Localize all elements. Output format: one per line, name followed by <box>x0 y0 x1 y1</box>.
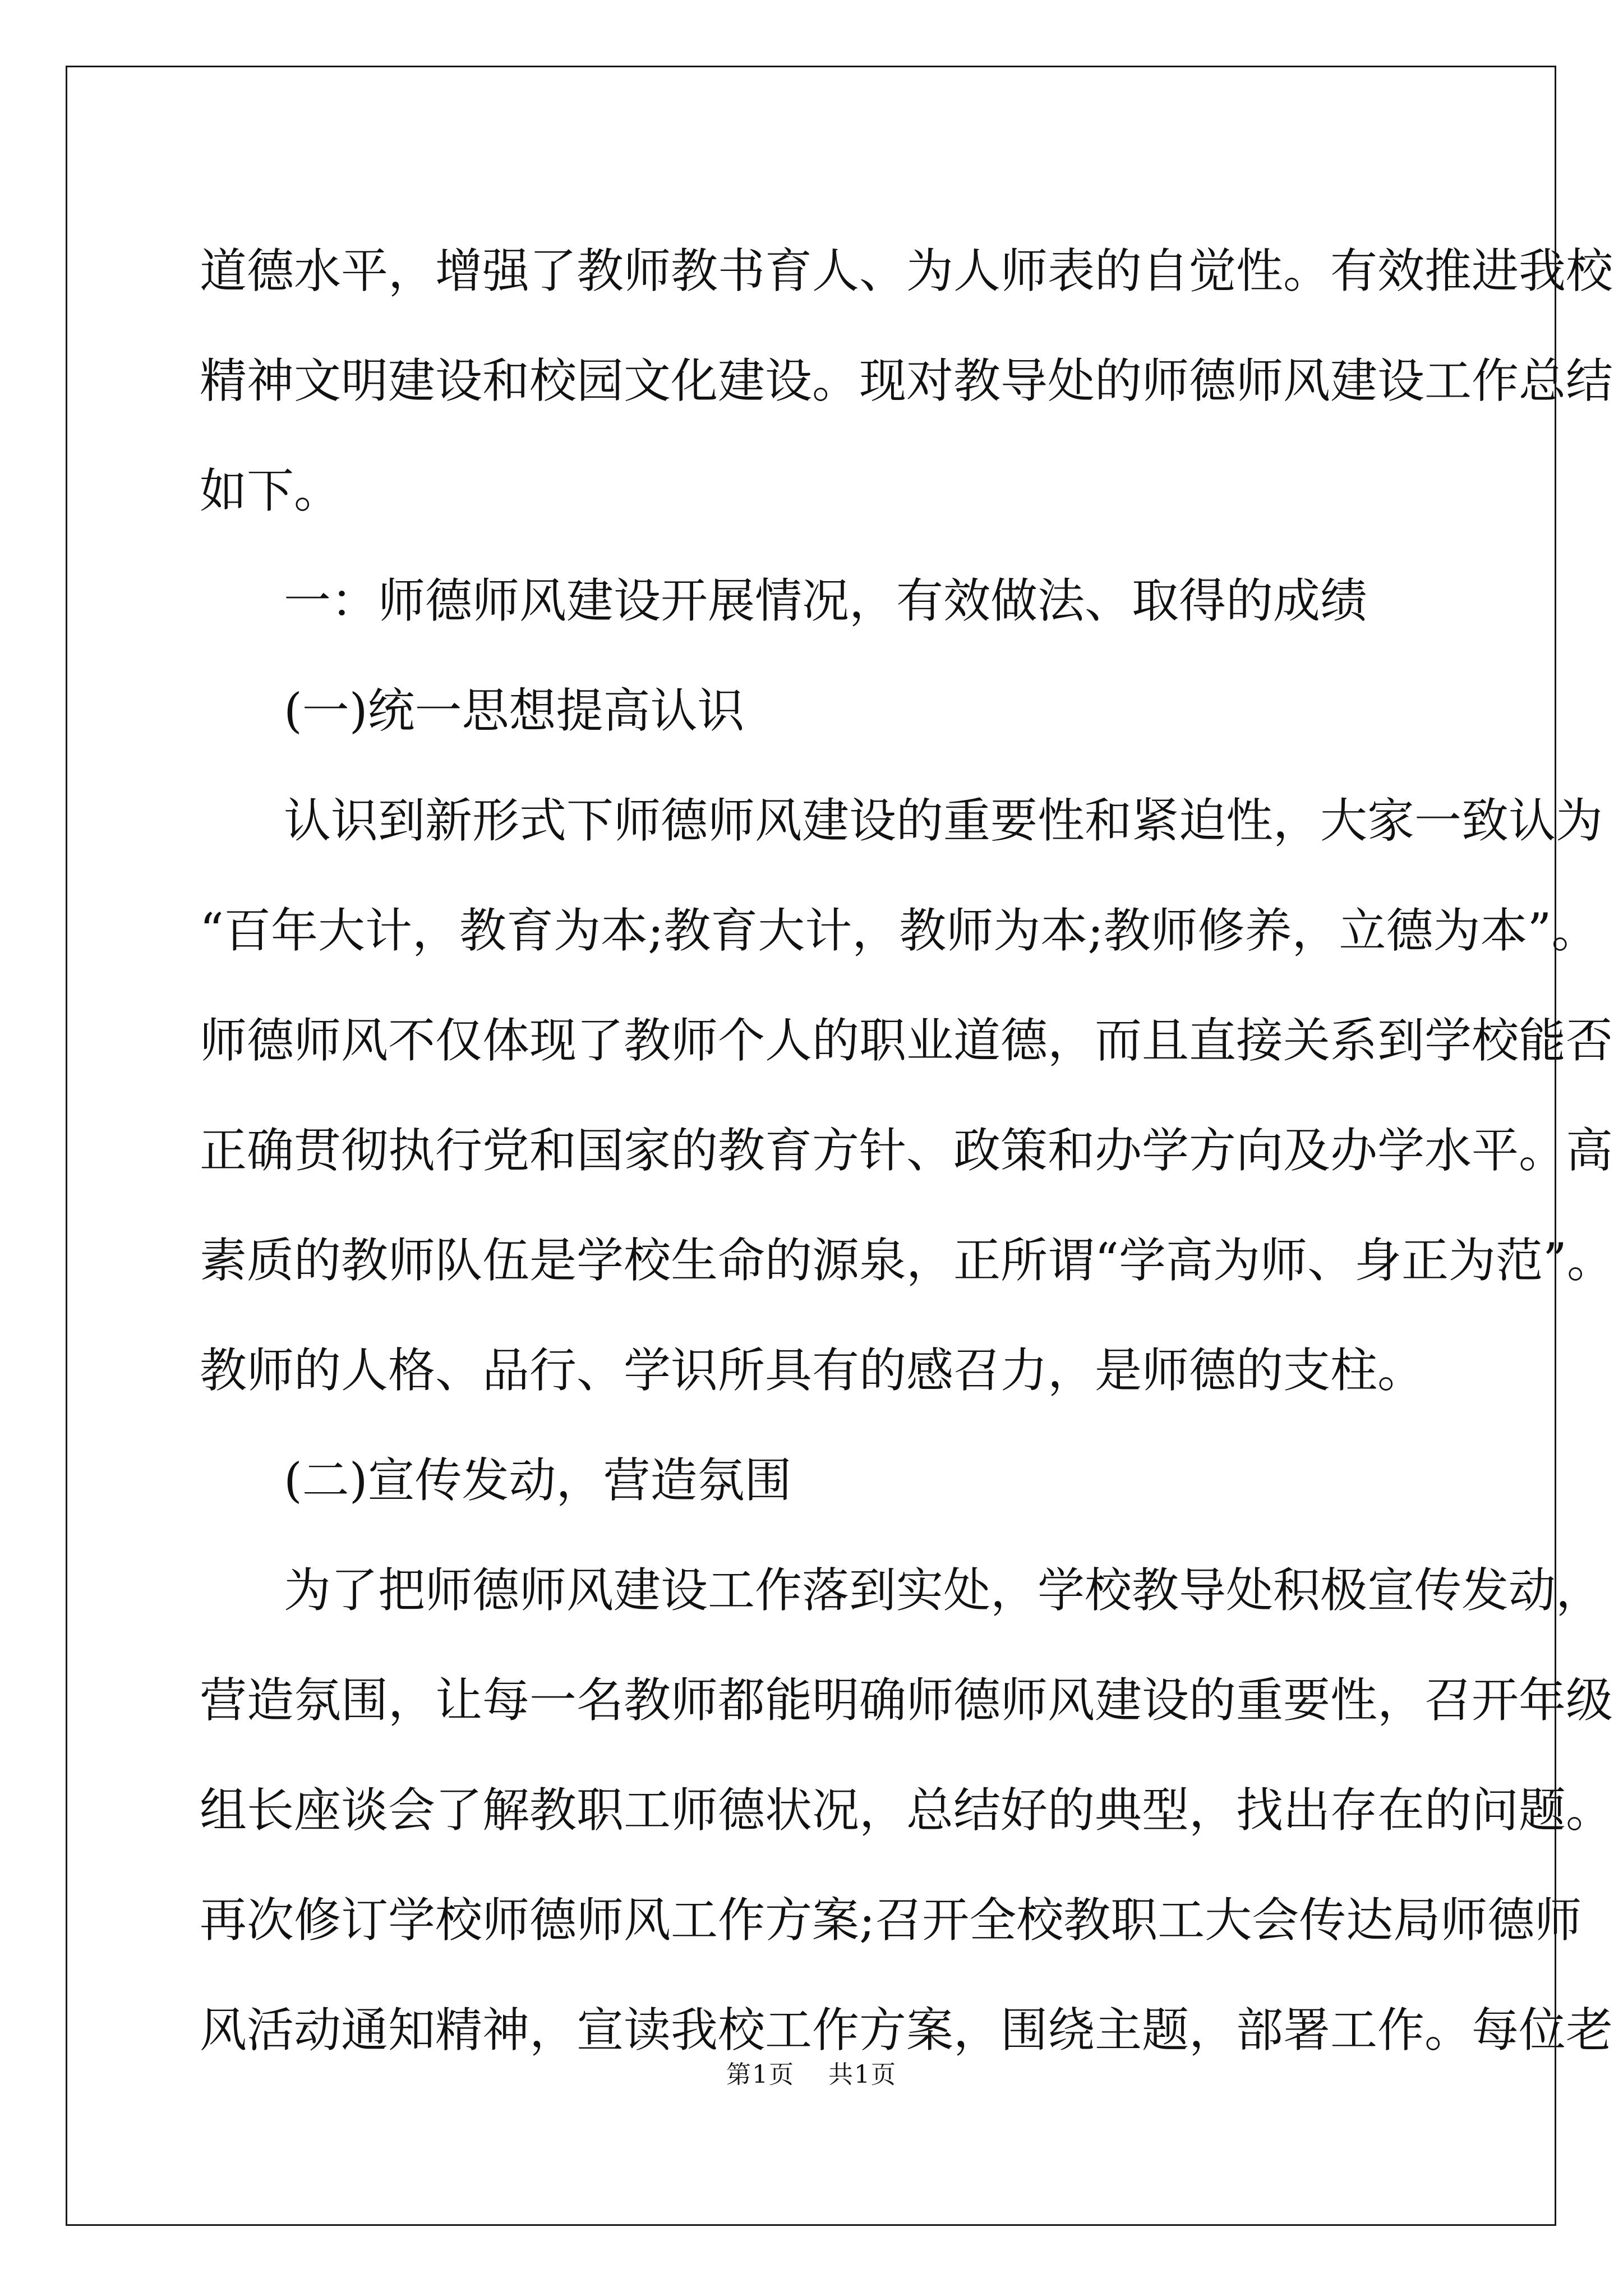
page-footer <box>0 2054 1623 2090</box>
text-line-16: 再次修订学校师德师风工作方案;召开全校教职工大会传达局师德师 <box>200 1893 1582 1948</box>
text-line-15: 组长座谈会了解教职工师德状况，总结好的典型，找出存在的问题。 <box>200 1783 1613 1838</box>
text-line-3: 如下。 <box>200 463 342 518</box>
page-number: 第1页 <box>726 2060 795 2089</box>
section-heading-1: 一：师德师风建设开展情况，有效做法、取得的成绩 <box>284 573 1368 628</box>
subsection-heading-2: (二)宣传发动，营造氛围 <box>284 1453 792 1508</box>
text-line-17: 风活动通知精神，宣读我校工作方案，围绕主题，部署工作。每位老 <box>200 2003 1613 2058</box>
subsection-heading-1: (一)统一思想提高认识 <box>284 683 745 738</box>
text-line-11: 教师的人格、品行、学识所具有的感召力，是师德的支柱。 <box>200 1343 1425 1398</box>
text-line-13: 为了把师德师风建设工作落到实处，学校教导处积极宣传发动， <box>284 1563 1603 1618</box>
document-body <box>200 216 1614 2085</box>
text-line-7: “百年大计，教育为本;教育大计，教师为本;教师修养，立德为本”。 <box>200 903 1599 958</box>
text-line-2: 精神文明建设和校园文化建设。现对教导处的师德师风建设工作总结 <box>200 353 1613 408</box>
page-total: 共1页 <box>828 2060 897 2089</box>
text-line-1: 道德水平，增强了教师教书育人、为人师表的自觉性。有效推进我校 <box>200 243 1613 298</box>
text-line-8: 师德师风不仅体现了教师个人的职业道德，而且直接关系到学校能否 <box>200 1013 1613 1068</box>
text-line-6: 认识到新形式下师德师风建设的重要性和紧迫性，大家一致认为 <box>284 793 1603 848</box>
text-line-10: 素质的教师队伍是学校生命的源泉，正所谓“学高为师、身正为范”。 <box>200 1233 1614 1288</box>
text-line-9: 正确贯彻执行党和国家的教育方针、政策和办学方向及办学水平。高 <box>200 1123 1613 1178</box>
text-line-14: 营造氛围，让每一名教师都能明确师德师风建设的重要性，召开年级 <box>200 1673 1613 1728</box>
